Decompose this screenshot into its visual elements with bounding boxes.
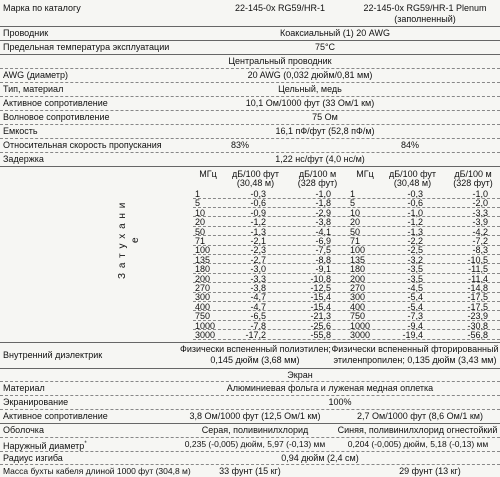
atten-cell: -17,5 — [467, 301, 488, 312]
delay-label: Задержка — [3, 154, 44, 164]
freq-cell: 71 — [195, 236, 206, 246]
freq-cell: 200 — [350, 273, 366, 284]
freq-cell: 5 — [350, 198, 356, 209]
freq-cell: 270 — [350, 283, 366, 293]
impedance-value: 75 Ом — [312, 112, 338, 122]
screen-title: Экран — [287, 370, 313, 380]
atten-cell: -14,8 — [467, 283, 488, 293]
type-value: Цельный, медь — [278, 84, 342, 94]
header-mhz-left: МГц — [199, 169, 217, 179]
freq-cell: 5 — [195, 198, 201, 209]
atten-cell: -3,8 — [315, 217, 331, 228]
freq-cell: 270 — [195, 283, 211, 293]
freq-cell: 180 — [195, 264, 211, 275]
divider — [0, 381, 500, 382]
outer-diameter-text: Наружный диаметр — [3, 441, 85, 451]
freq-cell: 100 — [195, 245, 211, 256]
divider — [0, 423, 500, 424]
atten-cell: -56,8 — [467, 330, 488, 340]
freq-cell: 71 — [350, 236, 361, 246]
atten-cell: -1,2 — [407, 217, 423, 228]
atten-cell: -55,8 — [310, 330, 331, 340]
freq-cell: 3000 — [195, 330, 216, 340]
atten-cell: -2,0 — [472, 198, 488, 209]
freq-cell: 135 — [350, 254, 366, 265]
header-db100ft-right-1: дБ/100 фут — [388, 169, 437, 179]
atten-cell: -0,6 — [407, 198, 423, 209]
atten-cell: -6,5 — [250, 311, 266, 322]
freq-cell: 20 — [350, 217, 361, 228]
divider — [0, 96, 500, 97]
atten-cell: -5,4 — [407, 292, 423, 303]
atten-cell: -2,9 — [315, 207, 331, 218]
atten-cell: -1,0 — [472, 189, 488, 199]
atten-cell: -15,4 — [310, 301, 331, 312]
temp-value: 75°C — [314, 42, 336, 52]
atten-cell: -23,9 — [467, 311, 488, 322]
header-db100m-left-2: (328 фут) — [297, 178, 338, 188]
screen-resistance-v2: 2,7 Ом/1000 фут (8,6 Ом/1 км) — [357, 411, 483, 421]
atten-cell: -4,7 — [250, 292, 266, 303]
outer-diameter-v1: 0,235 (-0,005) дюйм, 5,97 (-0,13) мм — [184, 439, 326, 449]
freq-cell: 135 — [195, 254, 211, 265]
atten-cell: -5,4 — [407, 301, 423, 312]
velocity-value-2: 84% — [400, 140, 419, 150]
divider — [0, 40, 500, 41]
atten-cell: -19,4 — [402, 330, 423, 340]
atten-cell: -11,5 — [468, 264, 488, 275]
freq-cell: 1000 — [350, 320, 371, 331]
jacket-v1: Серая, поливинилхлорид — [201, 425, 309, 435]
atten-cell: -9,4 — [407, 320, 423, 331]
divider — [0, 152, 500, 153]
atten-cell: -11,4 — [468, 273, 488, 284]
header-mhz-right: МГц — [356, 169, 374, 179]
atten-cell: -0,3 — [250, 189, 266, 199]
atten-cell: -1,3 — [250, 226, 266, 237]
screen-resistance-v1: 3,8 Ом/1000 фут (12,5 Ом/1 км) — [189, 411, 321, 421]
dielectric-label: Внутренний диэлектрик — [3, 350, 103, 360]
atten-cell: -15,4 — [310, 292, 331, 303]
atten-cell: -8,8 — [315, 254, 331, 265]
outer-diameter-v2: 0,204 (-0,005) дюйм, 5,18 (-0,13) мм — [347, 439, 489, 449]
header-db100m-right-2: (328 фут) — [453, 178, 493, 188]
atten-cell: -2,3 — [250, 245, 266, 256]
delay-value: 1,22 нс/фут (4,0 нс/м) — [275, 154, 365, 164]
atten-cell: -0,6 — [250, 198, 266, 209]
header-col2-line1: 22-145-0x RG59/HR-1 Plenum — [363, 3, 487, 13]
freq-cell: 180 — [350, 264, 366, 275]
atten-cell: -9,1 — [315, 264, 331, 275]
divider — [0, 110, 500, 111]
divider — [0, 68, 500, 69]
dielectric-v2-line2: этиленпропилен; 0,135 дюйм (3,43 мм) — [333, 355, 497, 365]
atten-cell: -1,0 — [407, 207, 423, 218]
atten-cell: -25,6 — [310, 320, 331, 331]
header-db100ft-right-2: (30,48 м) — [393, 178, 432, 188]
atten-cell: -3,0 — [250, 264, 266, 275]
screen-material-label: Материал — [3, 383, 45, 393]
atten-cell: -3,5 — [407, 273, 423, 284]
divider — [0, 409, 500, 410]
freq-cell: 10 — [350, 207, 361, 218]
atten-cell: -4,1 — [315, 226, 331, 237]
header-db100m-left-1: дБ/100 м — [298, 169, 337, 179]
awg-label: AWG (диаметр) — [3, 70, 68, 80]
header-db100m-right-1: дБ/100 м — [454, 169, 492, 179]
reel-weight-v2: 29 фунт (13 кг) — [399, 466, 461, 476]
atten-cell: -6,9 — [315, 236, 331, 246]
bend-radius-label: Радиус изгиба — [3, 453, 63, 463]
freq-cell: 200 — [195, 273, 211, 284]
freq-cell: 50 — [195, 226, 206, 237]
atten-cell: -3,9 — [472, 217, 488, 228]
divider — [0, 138, 500, 139]
atten-cell: -2,7 — [250, 254, 266, 265]
atten-cell: -10,5 — [467, 254, 488, 265]
divider — [0, 342, 500, 343]
freq-cell: 50 — [350, 226, 361, 237]
atten-cell: -1,2 — [250, 217, 266, 228]
atten-cell: -7,5 — [315, 245, 331, 256]
atten-cell: -1,8 — [315, 198, 331, 209]
freq-cell: 400 — [195, 301, 211, 312]
divider — [0, 82, 500, 83]
freq-cell: 750 — [195, 311, 211, 322]
velocity-label: Относительная скорость пропускания — [3, 140, 162, 150]
atten-cell: -3,3 — [250, 273, 266, 284]
freq-cell: 300 — [195, 292, 211, 303]
screen-material-value: Алюминиевая фольга и луженая медная оплетка — [226, 383, 434, 393]
atten-cell: -7,2 — [472, 236, 488, 246]
atten-cell: -7,8 — [250, 320, 266, 331]
divider — [0, 451, 500, 452]
atten-cell: -1,0 — [315, 189, 331, 199]
atten-cell: -3,8 — [250, 283, 266, 293]
divider — [0, 437, 500, 438]
atten-cell: -2,1 — [250, 236, 266, 246]
freq-cell: 1 — [350, 189, 356, 199]
resistance-value: 10,1 Ом/1000 фут (33 Ом/1 км) — [245, 98, 375, 108]
impedance-label: Волновое сопротивление — [3, 112, 110, 122]
freq-cell: 300 — [350, 292, 366, 303]
atten-cell: -8,3 — [472, 245, 488, 256]
atten-cell: -4,7 — [250, 301, 266, 312]
atten-cell: -3,2 — [407, 254, 423, 265]
awg-value: 20 AWG (0,032 дюйм/0,81 мм) — [247, 70, 373, 80]
header-db100ft-left-2: (30,48 м) — [236, 178, 275, 188]
freq-cell: 3000 — [350, 330, 371, 340]
freq-cell: 10 — [195, 207, 206, 218]
freq-cell: 20 — [195, 217, 206, 228]
atten-cell: -2,2 — [407, 236, 423, 246]
conductor-label: Проводник — [3, 28, 49, 38]
freq-cell: 1000 — [195, 320, 216, 331]
atten-cell: -4,5 — [407, 283, 423, 293]
freq-cell: 100 — [350, 245, 366, 256]
divider — [0, 464, 500, 465]
atten-cell: -17,2 — [245, 330, 266, 340]
dielectric-v2-line1: Физически вспененный фторированный — [331, 344, 499, 354]
atten-cell: -0,3 — [407, 189, 423, 199]
atten-cell: -30,8 — [467, 320, 488, 331]
atten-cell: -0,9 — [250, 207, 266, 218]
shielding-label: Экранирование — [3, 397, 69, 407]
atten-cell: -12,5 — [310, 283, 331, 293]
shielding-value: 100% — [328, 397, 352, 407]
atten-cell: -10,8 — [310, 273, 331, 284]
atten-cell: -2,5 — [407, 245, 423, 256]
header-col1: 22-145-0x RG59/HR-1 — [234, 3, 326, 13]
divider — [0, 395, 500, 396]
jacket-v2: Синяя, поливинилхлорид огнестойкий — [337, 425, 498, 435]
freq-cell: 400 — [350, 301, 366, 312]
divider — [0, 54, 500, 55]
velocity-value-1: 83% — [230, 140, 249, 150]
type-label: Тип, материал — [3, 84, 64, 94]
bend-radius-value: 0,94 дюйм (2,4 см) — [281, 453, 359, 463]
atten-cell: -4,2 — [472, 226, 488, 237]
divider — [0, 166, 500, 167]
dielectric-v1-line2: 0,145 дюйм (3,68 мм) — [210, 355, 300, 365]
resistance-label: Активное сопротивление — [3, 98, 108, 108]
table-row-divider — [193, 339, 500, 340]
atten-cell: -7,3 — [407, 311, 423, 322]
atten-cell: -3,3 — [472, 207, 488, 218]
freq-cell: 750 — [350, 311, 366, 322]
capacitance-label: Емкость — [3, 126, 38, 136]
divider — [0, 26, 500, 27]
atten-cell: -1,3 — [407, 226, 423, 237]
reel-weight-label: Масса бухты кабеля длиной 1000 фут (304,8 м) — [3, 466, 191, 476]
screen-resistance-label: Активное сопротивление — [3, 411, 108, 421]
freq-cell: 1 — [195, 189, 201, 199]
dielectric-v1-line1: Физически вспененный полиэтилен; — [180, 344, 331, 354]
conductor-value: Коаксиальный (1) 20 AWG — [280, 28, 390, 38]
attenuation-label: З а т у х а н и е — [117, 201, 141, 279]
atten-cell: -21,3 — [310, 311, 331, 322]
header-col2-line2: (заполненный) — [394, 14, 456, 24]
temp-label: Предельная температура эксплуатации — [3, 42, 170, 52]
atten-cell: -17,5 — [467, 292, 488, 303]
reel-weight-v1: 33 фунт (15 кг) — [219, 466, 281, 476]
capacitance-value: 16,1 пФ/фут (52,8 пФ/м) — [275, 126, 375, 136]
divider — [0, 124, 500, 125]
footnote-mark: * — [84, 441, 87, 447]
jacket-label: Оболочка — [3, 425, 44, 435]
center-conductor-title: Центральный проводник — [228, 56, 332, 66]
header-label: Марка по каталогу — [3, 3, 81, 13]
atten-cell: -3,5 — [407, 264, 423, 275]
divider — [0, 368, 500, 369]
header-db100ft-left-1: дБ/100 фут — [231, 169, 280, 179]
